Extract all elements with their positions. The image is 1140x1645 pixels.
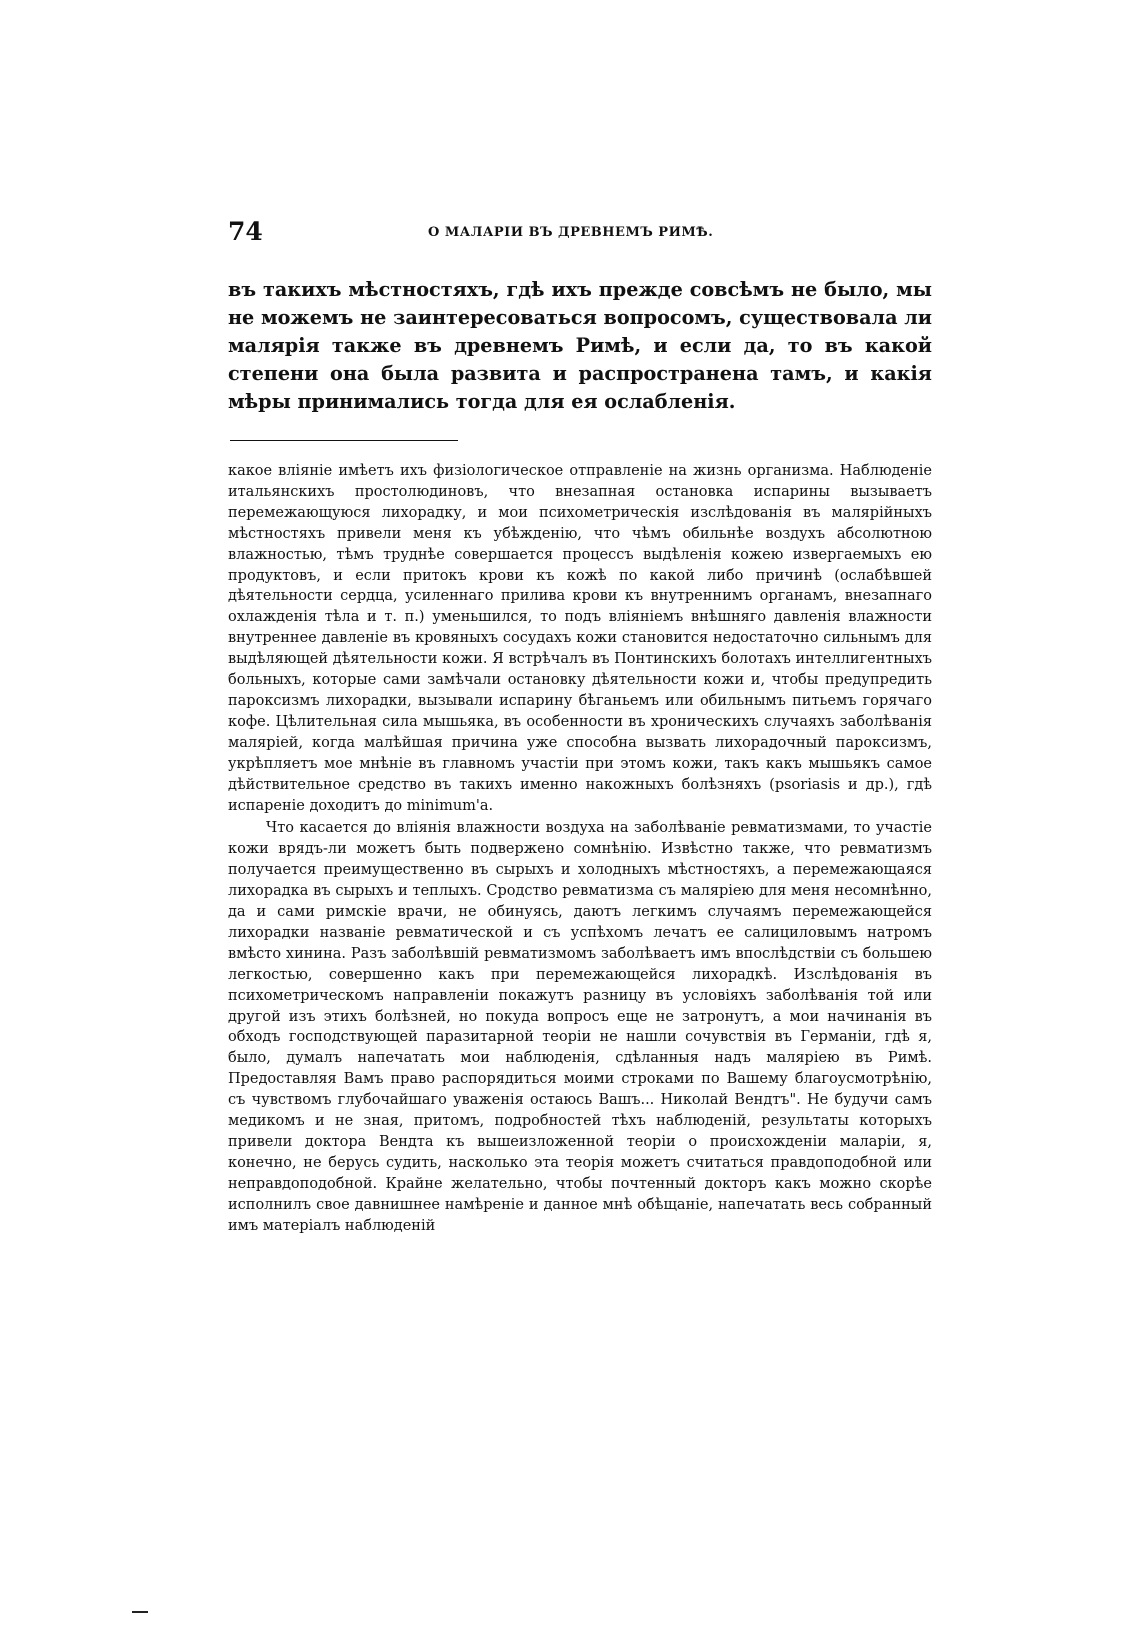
margin-mark (132, 1611, 148, 1613)
running-head (228, 218, 784, 258)
footnote (228, 461, 932, 1237)
main-paragraph: въ такихъ мѣстностяхъ, гдѣ ихъ прежде совсѣмъ не было, мы не можемъ не заинтересоваться вопросомъ, существовала ли малярія также въ древнемъ Римѣ, и если да, то въ какой степени она была развита и распространена тамъ, и какія мѣры принимались тогда для ея ослабленія. (228, 278, 932, 413)
footnote-paragraph-1: какое вліяніе имѣетъ ихъ физіологическое отправленіе на жизнь организма. Наблюденіе итальянскихъ простолюдиновъ, что внезапная остановка испарины вызываетъ перемежающуюся лихорадку, и мои психометрическія изслѣдованія въ малярійныхъ мѣстностяхъ привели меня къ убѣжденію, что чѣмъ обильнѣе воздухъ абсолютною влажностью, тѣмъ труднѣе совершается процессъ выдѣленія кожею извергаемыхъ ею продуктовъ, и если притокъ крови къ кожѣ по какой либо причинѣ (ослабѣвшей дѣятельности сердца, усиленнаго прилива крови къ внутреннимъ органамъ, внезапнаго охлажденія тѣла и т. п.) уменьшился, то подъ вліяніемъ внѣшняго давленія влажности внутреннее давленіе въ кровяныхъ сосудахъ кожи становится недостаточно сильнымъ для выдѣляющей дѣятельности кожи. Я встрѣчалъ въ Понтинскихъ болотахъ интеллигентныхъ больныхъ, которые сами замѣчали остановку дѣятельности кожи и, чтобы предупредить пароксизмъ лихорадки, вызывали испарину бѣганьемъ или обильнымъ питьемъ горячаго кофе. Цѣлительная сила мышьяка, въ особенности въ хроническихъ случаяхъ заболѣванія маляріей, когда малѣйшая причина уже способна вызвать лихорадочный пароксизмъ, укрѣпляетъ мое мнѣніе въ главномъ участіи при этомъ кожи, такъ какъ мышьякъ самое дѣйствительное средство въ такихъ именно накожныхъ болѣзняхъ (psoriasis и др.), гдѣ испареніе доходитъ до minimum'a. (228, 463, 932, 814)
page-number: 74 (228, 217, 263, 246)
page-header-title: О МАЛАРІИ ВЪ ДРЕВНЕМЪ РИМѢ. (428, 225, 714, 240)
footnote-separator (230, 440, 458, 441)
footnote-paragraph-2: Что касается до вліянія влажности воздуха на заболѣваніе ревматизмами, то участіе кожи врядъ-ли можетъ быть подвержено сомнѣнію. Извѣстно также, что ревматизмъ получается преимущественно въ сырыхъ и холодныхъ мѣстностяхъ, а перемежающаяся лихорадка въ сырыхъ и теплыхъ. Сродство ревматизма съ маляріею для меня несомнѣнно, да и сами римскіе врачи, не обинуясь, даютъ легкимъ случаямъ перемежающейся лихорадки названіе ревматической и съ успѣхомъ лечатъ ее салициловымъ натромъ вмѣсто хинина. Разъ заболѣвшій ревматизмомъ заболѣваетъ имъ впослѣдствіи съ большею легкостью, совершенно какъ при перемежающейся лихорадкѣ. Изслѣдованія въ психометрическомъ направленіи покажутъ разницу въ условіяхъ заболѣванія той или другой изъ этихъ болѣзней, но покуда вопросъ еще не затронутъ, а мои начинанія въ обходъ господствующей паразитарной теоріи не нашли сочувствія въ Германіи, гдѣ я, было, думалъ напечатать мои наблюденія, сдѣланныя надъ маляріею въ Римѣ. Предоставляя Вамъ право распорядиться моими строками по Вашему благоусмотрѣнію, съ чувствомъ глубочайшаго уваженія остаюсь Вашъ... Николай Вендтъ". Не будучи самъ медикомъ и не зная, притомъ, подробностей тѣхъ наблюденій, результаты которыхъ привели доктора Вендта къ вышеизложенной теоріи о происхожденіи маларіи, я, конечно, не берусь судить, насколько эта теорія можетъ считаться правдоподобной или неправдоподобной. Крайне желательно, чтобы почтенный докторъ какъ можно скорѣе исполнилъ свое давнишнее намѣреніе и данное мнѣ обѣщаніе, напечатать весь собранный имъ матеріалъ наблюденій (228, 820, 932, 1234)
